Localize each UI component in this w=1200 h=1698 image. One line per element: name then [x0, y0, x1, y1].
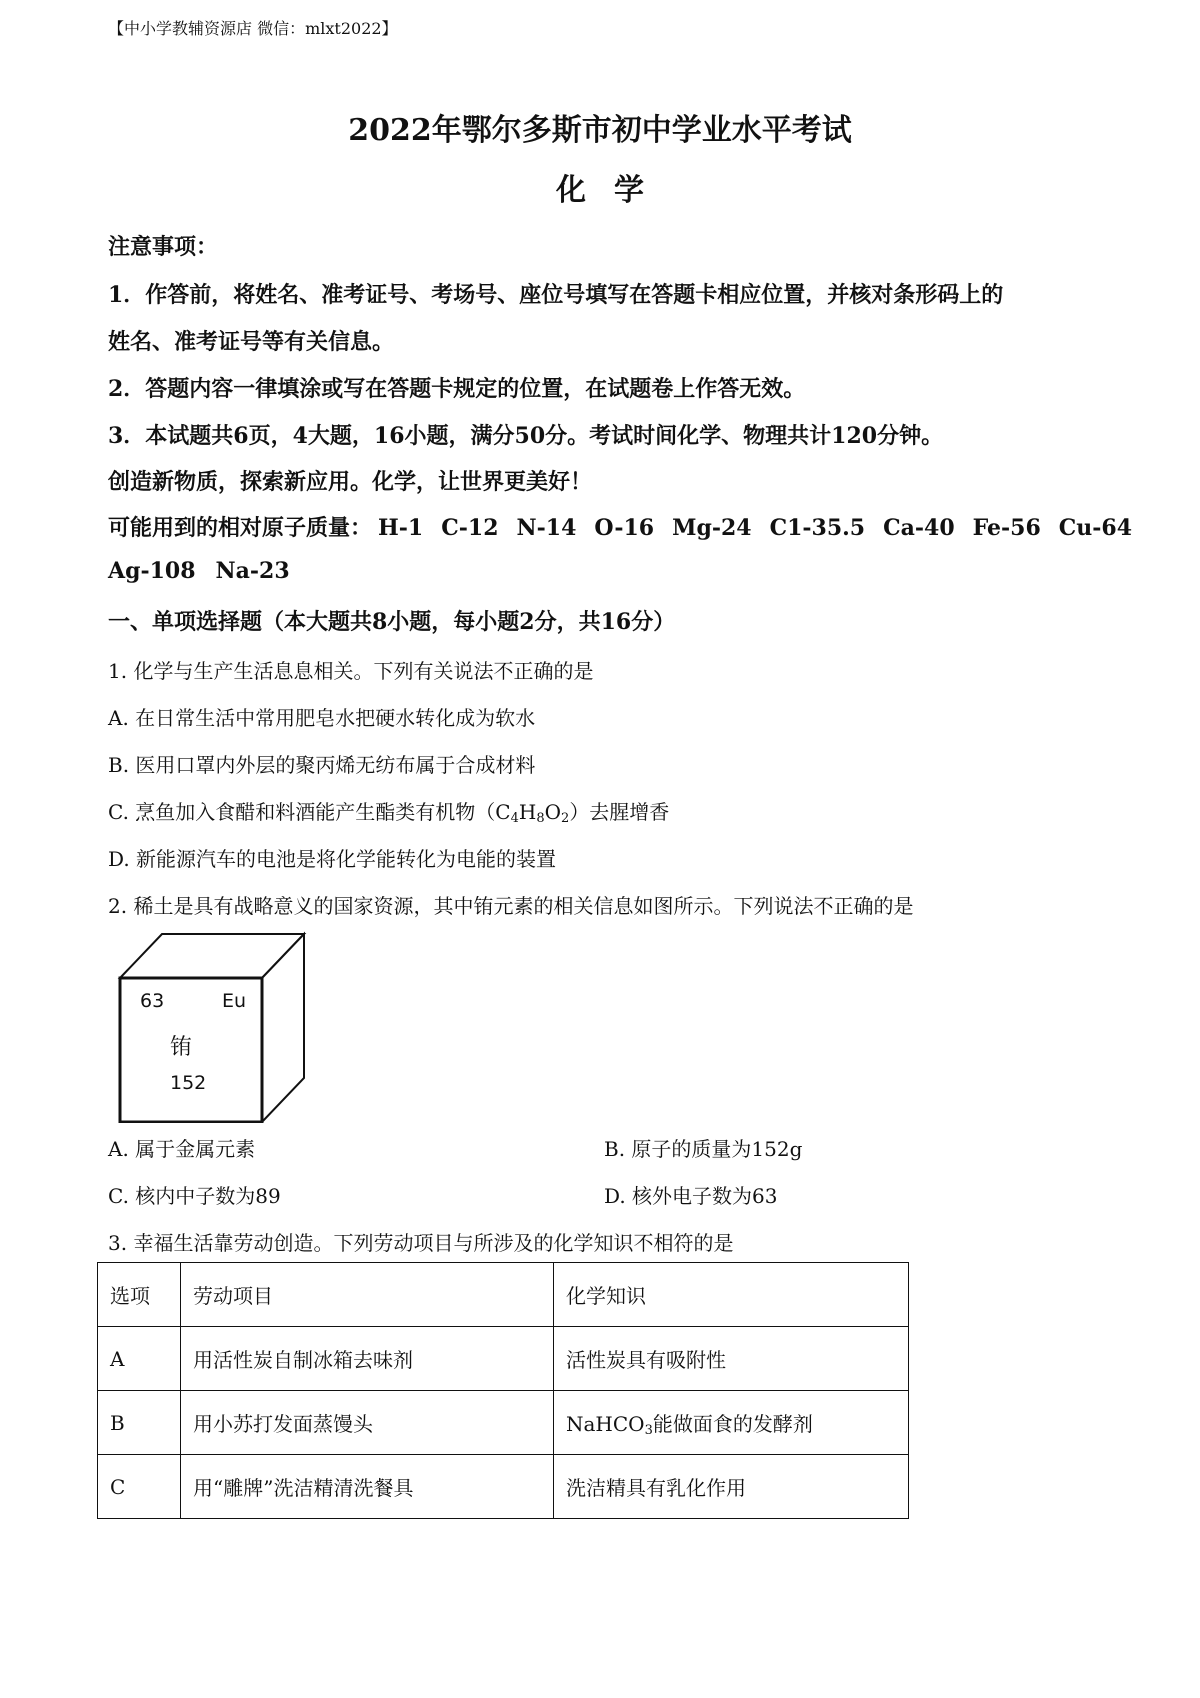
atomic-masses-label: 可能用到的相对原子质量： — [108, 515, 373, 541]
table-header-row — [98, 1263, 909, 1327]
atomic-mass: Fe-56 — [972, 515, 1041, 541]
row-project: 用小苏打发面蒸馒头 — [181, 1391, 554, 1455]
q1-option-c: C. 烹鱼加入食醋和料酒能产生酯类有机物$(C_4H_8O_2)$去腥增香 — [108, 800, 670, 826]
note-1: 1．作答前，将姓名、准考证号、考场号、座位号填写在答题卡相应位置，并核对条形码上的 — [108, 282, 1004, 308]
table-row — [98, 1327, 909, 1391]
row-project: 用活性炭自制冰箱去味剂 — [181, 1327, 554, 1391]
cube-outline — [112, 928, 312, 1123]
q2-option-b: B. 原子的质量为152g — [604, 1137, 803, 1161]
watermark: 【中小学教辅资源店 微信：mlxt2022】 — [108, 19, 398, 38]
q3-table — [97, 1262, 909, 1519]
atomic-mass: C-12 — [441, 515, 499, 541]
table-row — [98, 1455, 909, 1519]
atomic-mass: H-1 — [378, 515, 424, 541]
motto: 创造新物质，探索新应用。化学，让世界更美好！ — [108, 469, 593, 495]
note-2: 2．答题内容一律填涂或写在答题卡规定的位置，在试题卷上作答无效。 — [108, 376, 806, 402]
note-1-cont: 姓名、准考证号等有关信息。 — [108, 329, 395, 355]
q1-option-d: D. 新能源汽车的电池是将化学能转化为电能的装置 — [108, 847, 557, 871]
row-project: 用“雕牌”洗洁精清洗餐具 — [181, 1455, 554, 1519]
atomic-mass: O-16 — [594, 515, 655, 541]
row-option: C — [98, 1455, 181, 1519]
q1-option-b: B. 医用口罩内外层的聚丙烯无纺布属于合成材料 — [108, 753, 536, 777]
atomic-mass: Na-23 — [215, 558, 290, 584]
row-knowledge: NaHCO$_3$能做面食的发酵剂 — [554, 1391, 909, 1455]
atomic-masses-line — [108, 511, 1132, 542]
atomic-mass: Cu-64 — [1058, 515, 1133, 541]
header-knowledge: 化学知识 — [554, 1263, 909, 1327]
q2-stem: 2. 稀土是具有战略意义的国家资源，其中铕元素的相关信息如图所示。下列说法不正确的是 — [108, 894, 914, 918]
row-option: B — [98, 1391, 181, 1455]
atomic-mass: Ca-40 — [883, 515, 955, 541]
q1-option-a: A. 在日常生活中常用肥皂水把硬水转化成为软水 — [108, 706, 536, 730]
q2-option-c: C. 核内中子数为89 — [108, 1184, 281, 1208]
atomic-mass: Ag-108 — [108, 558, 196, 584]
q3-stem: 3. 幸福生活靠劳动创造。下列劳动项目与所涉及的化学知识不相符的是 — [108, 1231, 734, 1255]
section-1-heading: 一、单项选择题（本大题共8小题，每小题2分，共16分） — [108, 609, 676, 635]
atomic-mass: N-14 — [516, 515, 577, 541]
atomic-mass: C1-35.5 — [769, 515, 866, 541]
atomic-mass-value: 152 — [170, 1072, 207, 1094]
exam-title: 2022年鄂尔多斯市初中学业水平考试 — [348, 113, 852, 148]
header-option: 选项 — [98, 1263, 181, 1327]
row-option: A — [98, 1327, 181, 1391]
table-row — [98, 1391, 909, 1455]
element-cube-figure — [112, 928, 312, 1123]
notes-heading: 注意事项： — [108, 234, 219, 260]
atomic-mass: Mg-24 — [672, 515, 752, 541]
row-knowledge: 洗洁精具有乳化作用 — [554, 1455, 909, 1519]
q2-option-a: A. 属于金属元素 — [108, 1137, 256, 1161]
header-project: 劳动项目 — [181, 1263, 554, 1327]
atomic-masses-line-2 — [108, 558, 310, 584]
atomic-number: 63 — [140, 990, 165, 1012]
row-knowledge: 活性炭具有吸附性 — [554, 1327, 909, 1391]
note-3: 3．本试题共6页，4大题，16小题，满分50分。考试时间化学、物理共计120分钟。 — [108, 423, 944, 449]
element-name: 铕 — [170, 1035, 193, 1060]
element-symbol: Eu — [222, 990, 247, 1012]
exam-subject: 化学 — [556, 173, 672, 208]
q2-option-d: D. 核外电子数为63 — [604, 1184, 778, 1208]
q1-stem: 1. 化学与生产生活息息相关。下列有关说法不正确的是 — [108, 659, 594, 683]
